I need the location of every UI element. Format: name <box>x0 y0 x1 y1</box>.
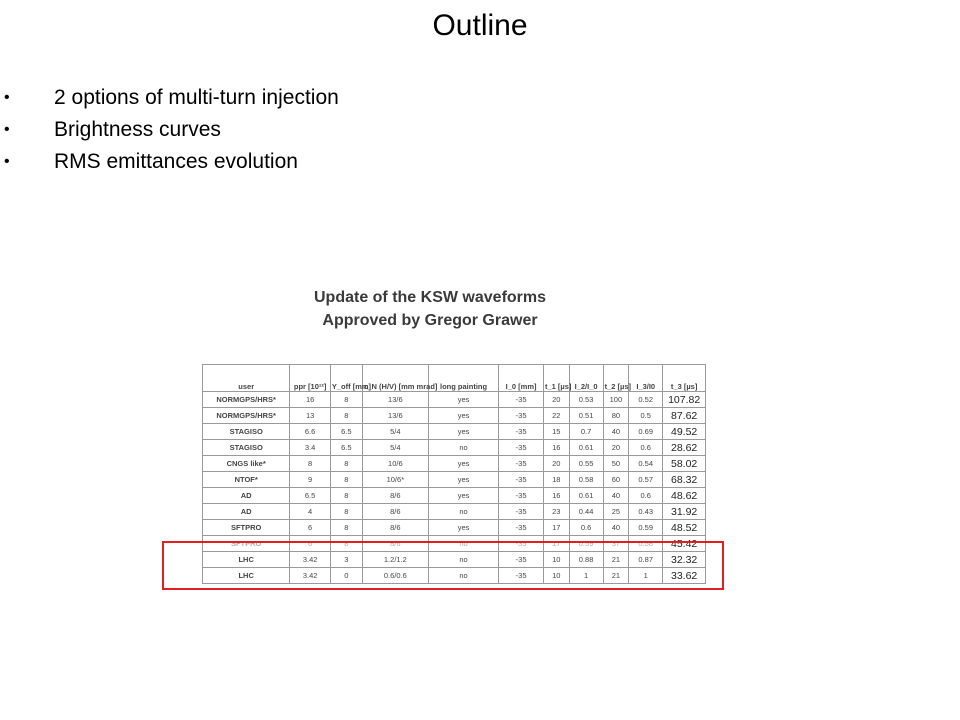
table-cell: 8/6 <box>362 504 428 520</box>
table-cell: 6 <box>290 520 330 536</box>
table-cell: 45.42 <box>663 536 706 552</box>
table-cell: 0.57 <box>629 472 663 488</box>
table-cell: 0.54 <box>629 456 663 472</box>
table-row <box>203 392 706 408</box>
table-cell: yes <box>428 424 498 440</box>
bullet-item <box>0 146 339 178</box>
bullet-text: RMS emittances evolution <box>54 150 298 173</box>
figure-title-line: Approved by Gregor Grawer <box>322 312 538 329</box>
table-cell: 22 <box>543 408 569 424</box>
slide-title: Outline <box>432 9 528 42</box>
ksw-waveform-table <box>202 364 706 584</box>
table-cell: 4 <box>290 504 330 520</box>
table-cell: 0.88 <box>569 552 603 568</box>
table-cell: 17 <box>543 520 569 536</box>
table-cell: -35 <box>499 504 544 520</box>
table-cell: 1 <box>629 568 663 584</box>
bullet-glyph: • <box>4 153 10 170</box>
table-cell: 16 <box>290 392 330 408</box>
table-cell: 33.62 <box>663 568 706 584</box>
table-cell: 3.42 <box>290 568 330 584</box>
bullet-glyph: • <box>4 121 10 138</box>
table-cell: 0.7 <box>569 424 603 440</box>
table-cell: 0.61 <box>569 488 603 504</box>
table-cell: yes <box>428 392 498 408</box>
table-cell: 13/6 <box>362 392 428 408</box>
table-cell: 20 <box>543 392 569 408</box>
table-cell: 40 <box>603 520 629 536</box>
table-body <box>203 392 706 584</box>
figure-title <box>230 286 630 332</box>
table-cell: -35 <box>499 488 544 504</box>
table-cell: 8 <box>290 456 330 472</box>
user-cell: STAGISO <box>203 440 290 456</box>
table-cell: 48.52 <box>663 520 706 536</box>
table-cell: 10/6 <box>362 456 428 472</box>
table-cell: 5/4 <box>362 424 428 440</box>
table-cell: 0.6 <box>629 440 663 456</box>
table-cell: 5/4 <box>362 440 428 456</box>
table-cell: 16 <box>543 488 569 504</box>
table-cell: 8 <box>330 488 362 504</box>
table-cell: -35 <box>499 392 544 408</box>
table-cell: 0.59 <box>569 536 603 552</box>
column-header: ε_N (H/V) [mm mrad] <box>362 365 428 392</box>
table-cell: yes <box>428 456 498 472</box>
table-cell: 0 <box>330 568 362 584</box>
table-cell: 0.58 <box>569 472 603 488</box>
column-header: ppr [10¹²] <box>290 365 330 392</box>
table-cell: 8 <box>330 520 362 536</box>
table-cell: 6.6 <box>290 424 330 440</box>
table-row <box>203 504 706 520</box>
table-cell: 3 <box>330 552 362 568</box>
table-cell: 0.44 <box>569 504 603 520</box>
table-cell: 0.58 <box>629 536 663 552</box>
column-header: t_2 [µs] <box>603 365 629 392</box>
column-header: t_1 [µs] <box>543 365 569 392</box>
table-cell: 6.5 <box>290 488 330 504</box>
table-cell: 107.82 <box>663 392 706 408</box>
table-cell: 10 <box>543 568 569 584</box>
table-cell: 16 <box>543 440 569 456</box>
column-header: I_0 [mm] <box>499 365 544 392</box>
table-row <box>203 488 706 504</box>
table-row <box>203 568 706 584</box>
table-row <box>203 472 706 488</box>
user-cell: AD <box>203 488 290 504</box>
column-header: Y_off [mm] <box>330 365 362 392</box>
table-cell: 0.6 <box>629 488 663 504</box>
table-cell: no <box>428 568 498 584</box>
user-cell: SFTPRO <box>203 520 290 536</box>
table-cell: 8/6 <box>362 520 428 536</box>
user-cell: AD <box>203 504 290 520</box>
table-cell: yes <box>428 520 498 536</box>
table-cell: -35 <box>499 456 544 472</box>
bullet-glyph: • <box>4 89 10 106</box>
table-cell: 48.62 <box>663 488 706 504</box>
table-row <box>203 408 706 424</box>
table-row <box>203 552 706 568</box>
table-cell: 0.5 <box>629 408 663 424</box>
table-cell: 1 <box>569 568 603 584</box>
table-cell: 58.02 <box>663 456 706 472</box>
user-cell: NORMGPS/HRS* <box>203 392 290 408</box>
table-cell: 21 <box>603 552 629 568</box>
table-cell: 8 <box>330 536 362 552</box>
table-cell: 0.69 <box>629 424 663 440</box>
table-cell: 20 <box>543 456 569 472</box>
table-row <box>203 536 706 552</box>
table-cell: 0.51 <box>569 408 603 424</box>
bullet-text: Brightness curves <box>54 118 221 141</box>
table-cell: 49.52 <box>663 424 706 440</box>
table-cell: 13 <box>290 408 330 424</box>
table-cell: 3.4 <box>290 440 330 456</box>
table-cell: yes <box>428 488 498 504</box>
table-cell: yes <box>428 472 498 488</box>
table-cell: 8 <box>330 408 362 424</box>
table-cell: 37 <box>603 536 629 552</box>
table-cell: 0.53 <box>569 392 603 408</box>
table-cell: 0.61 <box>569 440 603 456</box>
table-cell: 8 <box>330 472 362 488</box>
bullet-item <box>0 82 339 114</box>
user-cell: NTOF* <box>203 472 290 488</box>
table-cell: 0.55 <box>569 456 603 472</box>
column-header: I_2/I_0 <box>569 365 603 392</box>
table-cell: yes <box>428 408 498 424</box>
table-cell: 9 <box>290 472 330 488</box>
table-cell: -35 <box>499 536 544 552</box>
table-cell: 6 <box>290 536 330 552</box>
column-header: long painting <box>428 365 498 392</box>
table-cell: 50 <box>603 456 629 472</box>
user-cell: CNGS like* <box>203 456 290 472</box>
table-cell: 3.42 <box>290 552 330 568</box>
user-cell: STAGISO <box>203 424 290 440</box>
table-cell: 68.32 <box>663 472 706 488</box>
user-cell: LHC <box>203 568 290 584</box>
table-cell: 21 <box>603 568 629 584</box>
bullet-item <box>0 114 339 146</box>
table-cell: 15 <box>543 424 569 440</box>
table-row <box>203 440 706 456</box>
table-cell: 31.92 <box>663 504 706 520</box>
table-row <box>203 424 706 440</box>
table-cell: 8/6 <box>362 488 428 504</box>
table-cell: 23 <box>543 504 569 520</box>
table-cell: 40 <box>603 488 629 504</box>
user-cell: SFTPRO <box>203 536 290 552</box>
table-cell: no <box>428 552 498 568</box>
table-cell: 28.62 <box>663 440 706 456</box>
table-cell: 87.62 <box>663 408 706 424</box>
table-cell: 1.2/1.2 <box>362 552 428 568</box>
table-cell: 0.6/0.6 <box>362 568 428 584</box>
table-cell: -35 <box>499 424 544 440</box>
table-cell: 8 <box>330 504 362 520</box>
user-cell: LHC <box>203 552 290 568</box>
table-cell: 0.6 <box>569 520 603 536</box>
table-cell: 8/6 <box>362 536 428 552</box>
user-cell: NORMGPS/HRS* <box>203 408 290 424</box>
bullet-text: 2 options of multi-turn injection <box>54 86 339 109</box>
table-cell: -35 <box>499 408 544 424</box>
table-cell: 80 <box>603 408 629 424</box>
column-header: I_3/I0 <box>629 365 663 392</box>
table-cell: 13/6 <box>362 408 428 424</box>
column-header: user <box>203 365 290 392</box>
table-row <box>203 520 706 536</box>
table-cell: 100 <box>603 392 629 408</box>
table-cell: 6.5 <box>330 440 362 456</box>
table-cell: 10 <box>543 552 569 568</box>
table-cell: 10/6* <box>362 472 428 488</box>
table-cell: 32.32 <box>663 552 706 568</box>
table-cell: -35 <box>499 568 544 584</box>
table-cell: 8 <box>330 392 362 408</box>
table-cell: -35 <box>499 440 544 456</box>
table-cell: no <box>428 440 498 456</box>
table-cell: 17 <box>543 536 569 552</box>
table-cell: 0.43 <box>629 504 663 520</box>
table-cell: -35 <box>499 552 544 568</box>
table-cell: 20 <box>603 440 629 456</box>
table-cell: no <box>428 536 498 552</box>
figure-title-line: Update of the KSW waveforms <box>313 289 547 306</box>
table-cell: -35 <box>499 520 544 536</box>
table-cell: 0.59 <box>629 520 663 536</box>
table-cell: 25 <box>603 504 629 520</box>
table-header-row <box>203 365 706 392</box>
table-cell: 8 <box>330 456 362 472</box>
table-cell: 40 <box>603 424 629 440</box>
table-cell: -35 <box>499 472 544 488</box>
bullet-list <box>0 82 339 178</box>
table-cell: 60 <box>603 472 629 488</box>
table-cell: no <box>428 504 498 520</box>
table-cell: 0.87 <box>629 552 663 568</box>
table-cell: 0.52 <box>629 392 663 408</box>
table-cell: 18 <box>543 472 569 488</box>
table-row <box>203 456 706 472</box>
table-cell: 6.5 <box>330 424 362 440</box>
column-header: t_3 [µs] <box>663 365 706 392</box>
